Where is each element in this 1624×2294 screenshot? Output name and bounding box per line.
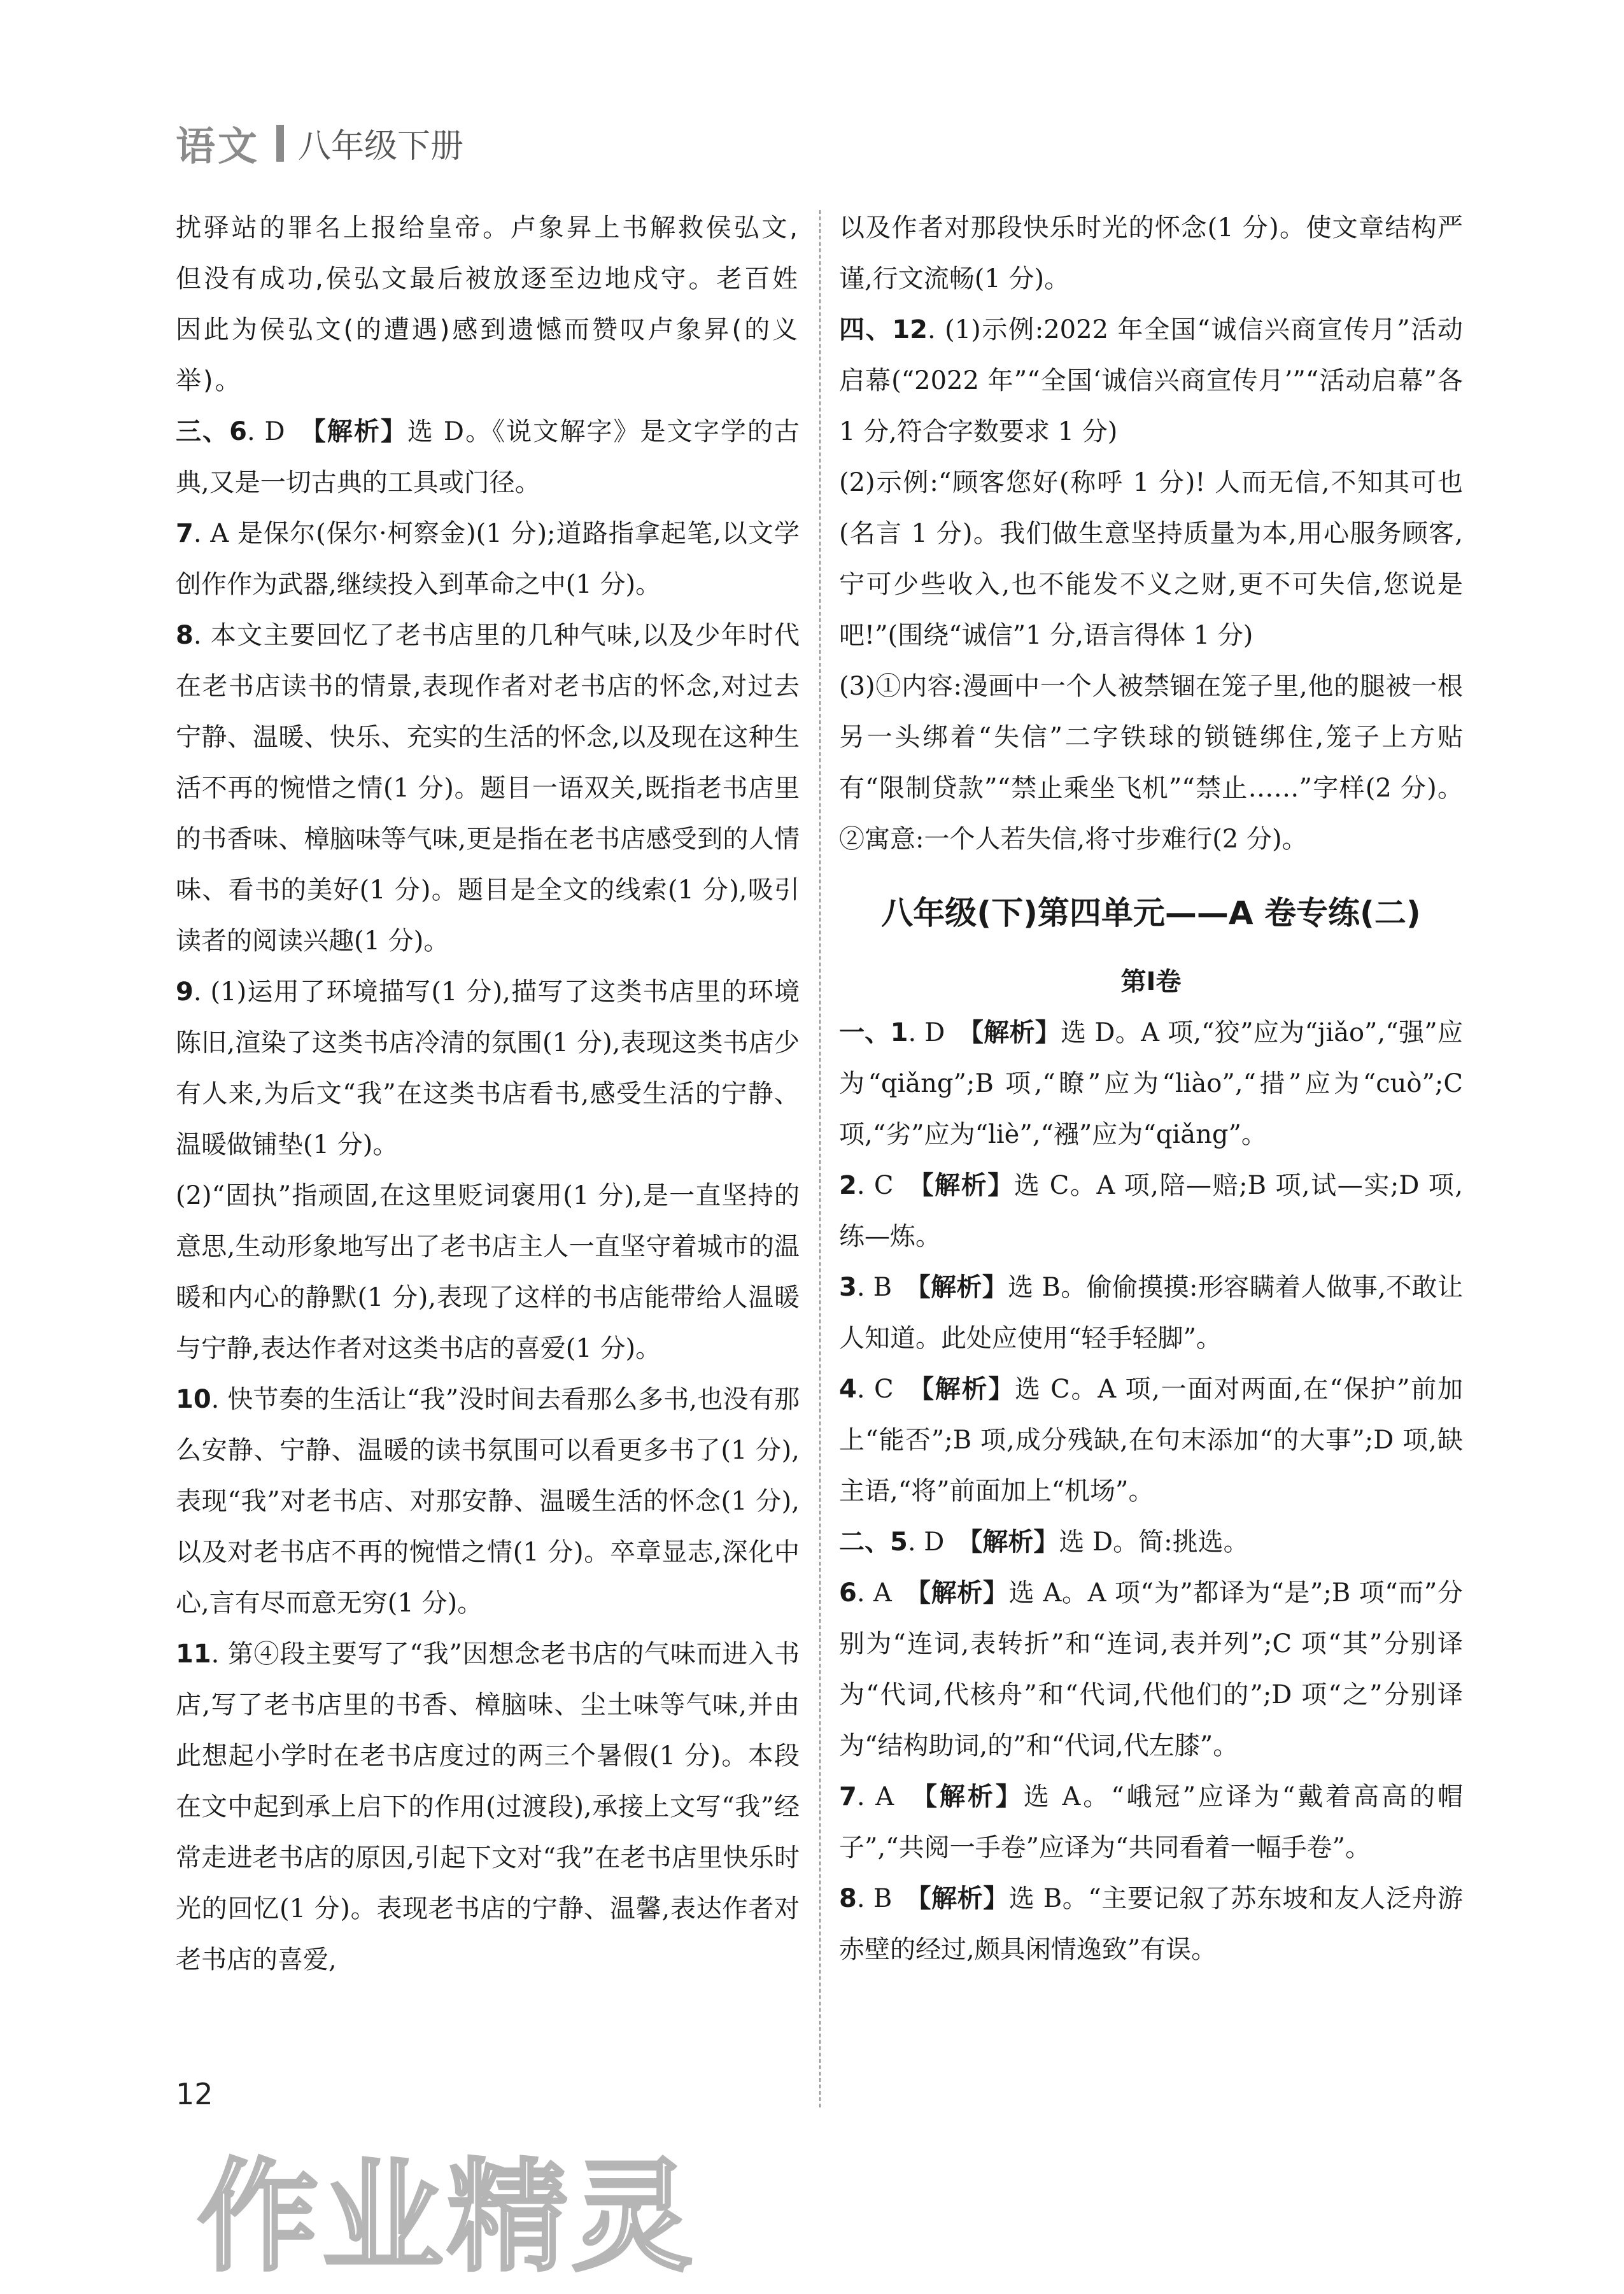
- answer-item-3: 3. B 【解析】选 B。偷偷摸摸:形容瞒着人做事,不敢让人知道。此处应使用“轻手轻脚”。: [839, 1273, 1463, 1353]
- answer-item-11: 11. 第④段主要写了“我”因想念老书店的气味而进入书店,写了老书店里的书香、樟脑味、尘土味等气味,并由此想起小学时在老书店度过的两三个暑假(1 分)。本段在文中起到承上启下的作用(过渡段),承接上文写“我”经常走进老书店的原因,引起下文对“我”在老书店里快乐时光的回忆(1 分)。表现老书店的宁静、温馨,表达作者对老书店的喜爱,: [176, 1639, 800, 1974]
- answer-item-2: 2. C 【解析】选 C。A 项,陪—赔;B 项,试—实;D 项,练—炼。: [839, 1171, 1464, 1251]
- subject-title: 语文: [176, 123, 260, 169]
- left-column: [176, 202, 800, 1985]
- left-para-continued: 扰驿站的罪名上报给皇帝。卢象昇上书解救侯弘文,但没有成功,侯弘文最后被放逐至边地戍守。老百姓因此为侯弘文(的遭遇)感到遗憾而赞叹卢象昇(的义举)。: [176, 213, 800, 395]
- answer-item-7-right: 7. A 【解析】选 A。“峨冠”应译为“戴着高高的帽子”,“共阅一手卷”应译为“共同看着一幅手卷”。: [839, 1782, 1463, 1862]
- answer-item-4-12-1: 四、12. (1)示例:2022 年全国“诚信兴商宣传月”活动启幕(“2022 年”“全国‘诚信兴商宣传月’”“活动启幕”各 1 分,符合字数要求 1 分): [839, 315, 1463, 446]
- answer-item-6: 6. A 【解析】选 A。A 项“为”都译为“是”;B 项“而”分别为“连词,表转折”和“连词,表并列”;C 项“其”分别译为“代词,代核舟”和“代词,代他们的”;D 项“之”分别译为“结构助词,的”和“代词,代左膝”。: [839, 1578, 1463, 1760]
- answer-item-2-5: 二、5. D 【解析】选 D。简:挑选。: [839, 1527, 1249, 1557]
- answer-item-12-2: (2)示例:“顾客您好(称呼 1 分)! 人而无信,不知其可也(名言 1 分)。我们做生意坚持质量为本,用心服务顾客,宁可少些收入,也不能发不义之财,更不可失信,您说是吧!”(围绕“诚信”1 分,语言得体 1 分): [839, 468, 1463, 650]
- page-header: [176, 115, 463, 171]
- sub-title: 第Ⅰ卷: [1120, 967, 1182, 996]
- answer-item-1-1: 一、1. D 【解析】选 D。A 项,“狡”应为“jiǎo”,“强”应为“qiǎng”;B 项,“瞭”应为“liào”,“措”应为“cuò”;C 项,“劣”应为“liè”,“襁”应为“qiǎng”。: [839, 1018, 1464, 1149]
- section-title: 八年级(下)第四单元——A 卷专练(二): [881, 895, 1421, 931]
- answer-item-4: 4. C 【解析】选 C。A 项,一面对两面,在“保护”前加上“能否”;B 项,成分残缺,在句末添加“的大事”;D 项,缺主语,“将”前面加上“机场”。: [839, 1375, 1464, 1506]
- answer-item-10: 10. 快节奏的生活让“我”没时间去看那么多书,也没有那么安静、宁静、温暖的读书氛围可以看更多书了(1 分),表现“我”对老书店、对那安静、温暖生活的怀念(1 分),以及对老书店不再的惋惜之情(1 分)。卒章显志,深化中心,言有尽而意无穷(1 分)。: [176, 1385, 800, 1618]
- watermark-logo: 作业精灵: [197, 2147, 697, 2288]
- answer-item-9-1: 9. (1)运用了环境描写(1 分),描写了这类书店里的环境陈旧,渲染了这类书店冷清的氛围(1 分),表现这类书店少有人来,为后文“我”在这类书店看书,感受生活的宁静、温暖做铺垫(1 分)。: [176, 977, 800, 1159]
- answer-item-8-right: 8. B 【解析】选 B。“主要记叙了苏东坡和友人泛舟游赤壁的经过,颇具闲情逸致”有误。: [839, 1884, 1464, 1964]
- header-divider-bar: [276, 125, 284, 162]
- column-divider: [819, 210, 821, 2107]
- answer-item-3-6: 三、6. D 【解析】选 D。《说文解字》是文字学的古典,又是一切古典的工具或门径。: [176, 417, 800, 497]
- grade-title: 八年级下册: [298, 127, 464, 166]
- page-number: 12: [176, 2077, 213, 2111]
- answer-item-7: 7. A 是保尔(保尔·柯察金)(1 分);道路指拿起笔,以文学创作作为武器,继续投入到革命之中(1 分)。: [176, 519, 800, 599]
- right-column: [839, 202, 1463, 1975]
- answer-item-8: 8. 本文主要回忆了老书店里的几种气味,以及少年时代在老书店读书的情景,表现作者对老书店的怀念,对过去宁静、温暖、快乐、充实的生活的怀念,以及现在这种生活不再的惋惜之情(1 分)。题目一语双关,既指老书店里的书香味、樟脑味等气味,更是指在老书店感受到的人情味、看书的美好(1 分)。题目是全文的线索(1 分),吸引读者的阅读兴趣(1 分)。: [176, 621, 800, 956]
- right-para-continued: 以及作者对那段快乐时光的怀念(1 分)。使文章结构严谨,行文流畅(1 分)。: [839, 213, 1463, 294]
- answer-item-12-3: (3)①内容:漫画中一个人被禁锢在笼子里,他的腿被一根另一头绑着“失信”二字铁球的锁链绑住,笼子上方贴有“限制贷款”“禁止乘坐飞机”“禁止……”字样(2 分)。②寓意:一个人若失信,将寸步难行(2 分)。: [839, 672, 1463, 854]
- answer-item-9-2: (2)“固执”指顽固,在这里贬词褒用(1 分),是一直坚持的意思,生动形象地写出了老书店主人一直坚守着城市的温暖和内心的静默(1 分),表现了这样的书店能带给人温暖与宁静,表达作者对这类书店的喜爱(1 分)。: [176, 1181, 800, 1363]
